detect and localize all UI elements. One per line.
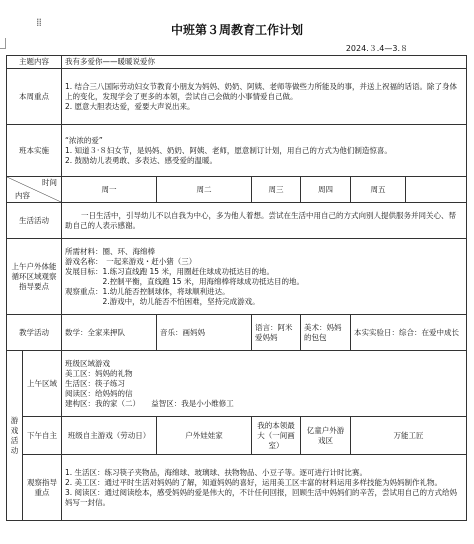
class-impl-label: 班本实施 (7, 125, 62, 177)
games-am-line: 生活区：筷子练习 (65, 378, 125, 388)
games-pm-cell: 万能工匠 (351, 417, 467, 455)
schedule-header-row (7, 177, 467, 203)
day-tue: 周二 (157, 177, 252, 203)
class-impl-line: 1. 知道３·８妇女节，是妈妈、奶奶、阿姨、老师，愿意制订计划，用自己的方式为他们制造惊喜。 (65, 145, 392, 155)
daily-life-row (7, 203, 467, 239)
games-am-line: 美工区：妈妈的礼物 (65, 368, 133, 378)
outdoor-line: 2.控制平衡，直线跑 15 米，用海绵棒将球成功抵达目的地。 (65, 276, 304, 286)
daily-life-label: 生活活动 (7, 203, 62, 239)
outdoor-line: 发展目标：1.练习直线跑 15 米，用圈赶住球成功抵达目的地。 (65, 266, 274, 276)
games-pm-cell: 户外娃娃家 (157, 417, 252, 455)
games-am-content (62, 351, 467, 417)
outdoor-line: 观察重点：1.幼儿能否控制球体，将球顺利进达。 (65, 286, 230, 296)
teaching-thu: 美术：妈妈的包包 (301, 315, 351, 351)
outdoor-line: 游戏名称： 一起来游戏・赶小猪（三） (65, 256, 197, 266)
class-impl-content (62, 125, 467, 177)
topic-value: 我有多爱你——暖暖说爱你 (62, 56, 467, 69)
games-obs-label: 观察指导重点 (23, 455, 62, 521)
page-title: 中班第３周教育工作计划 (170, 23, 303, 37)
games-pm-cell: 我的本领最大（一间画室） (252, 417, 301, 455)
outdoor-label: 上午户外体能循环区域观察指导要点 (7, 239, 62, 315)
daily-life-content: 一日生活中，引导幼儿不以自我为中心，多为他人着想。尝试在生活中用自己的方式向别人提供服务并同关心、帮助自己的人表示感谢。 (62, 203, 467, 239)
games-pm-cell: 班级自主游戏（劳动日） (62, 417, 157, 455)
time-label: 时间 (42, 178, 57, 187)
games-pm-label: 下午自主 (23, 417, 62, 455)
content-label: 内容 (15, 191, 30, 200)
weekly-plan-table (6, 55, 467, 521)
class-impl-row (7, 125, 467, 177)
teaching-fri: 本实实验日：综合：在爱中成长 (351, 315, 467, 351)
games-am-label: 上午区域 (23, 351, 62, 417)
teaching-wed: 语言：阿米爱妈妈 (252, 315, 301, 351)
weekly-focus-content (62, 69, 467, 125)
topic-row (7, 56, 467, 69)
outdoor-line: 所需材料：圈、环、海绵棒 (65, 246, 155, 256)
class-impl-line: 2. 鼓励幼儿表勇敢、多表达、感受爱的温暖。 (65, 155, 218, 165)
games-obs-row (7, 455, 467, 521)
day-extra (406, 177, 467, 203)
games-obs-content (62, 455, 467, 521)
class-impl-heading: “浓浓的爱” (65, 135, 103, 145)
games-obs-line: 1. 生活区：练习筷子夹物品，海绵球、玻璃球、扶物物品、小豆子等。逐可进行计时比赛。 (65, 467, 368, 477)
date-range: 2024.３.4—3.８ (345, 44, 408, 53)
games-obs-line: 2. 美工区：通过平时生活对妈妈的了解，知道妈妈的喜好，运用美工区丰富的材料运用多样技能为妈妈制作礼物。 (65, 477, 443, 487)
day-thu: 周四 (301, 177, 351, 203)
day-mon: 周一 (62, 177, 157, 203)
day-wed: 周三 (252, 177, 301, 203)
games-am-line: 班级区域游戏 (65, 358, 110, 368)
time-content-diagonal-cell (7, 177, 62, 203)
weekly-focus-row (7, 69, 467, 125)
outdoor-row (7, 239, 467, 315)
weekly-focus-line: 1. 结合三八国际劳动妇女节教育小朋友为妈妈、奶奶、阿姨、老师等做些力所能及的事，并送上祝福的话语。除了身体上的变化，发现学会了更多的本领，尝试自己会做的小事情爱自己做。 (65, 81, 458, 101)
day-fri: 周五 (351, 177, 406, 203)
games-am-line: 阅读区：给妈妈的信 (65, 388, 133, 398)
outdoor-content (62, 239, 467, 315)
table-move-handle-icon[interactable]: ⁞⁞ (36, 16, 41, 29)
teaching-mon: 数学：全家来押队 (62, 315, 157, 351)
teaching-label: 教学活动 (7, 315, 62, 351)
games-am-row (7, 351, 467, 417)
games-am-line: 建构区：我的家（二） 益智区：我是小小维修工 (65, 398, 234, 408)
teaching-row (7, 315, 467, 351)
games-pm-row (7, 417, 467, 455)
games-obs-line: 3. 阅读区：通过阅读绘本，感受妈妈的爱是伟大的，不计任何回报，回顾生活中妈妈们的辛苦，尝试用自己的方式给妈妈写一封信。 (65, 487, 458, 507)
topic-label: 主题内容 (7, 56, 62, 69)
games-label: 游戏活动 (7, 351, 23, 521)
weekly-focus-label: 本周重点 (7, 69, 62, 125)
page-corner-mark (0, 38, 6, 49)
games-pm-cell: 亿童户外游戏区 (301, 417, 351, 455)
teaching-tue: 音乐：画妈妈 (157, 315, 252, 351)
outdoor-line: 2.游戏中，幼儿能否不怕困难，坚持完成游戏。 (65, 296, 260, 306)
weekly-focus-line: 2. 愿意大胆表达爱，爱要大声说出来。 (65, 101, 195, 111)
